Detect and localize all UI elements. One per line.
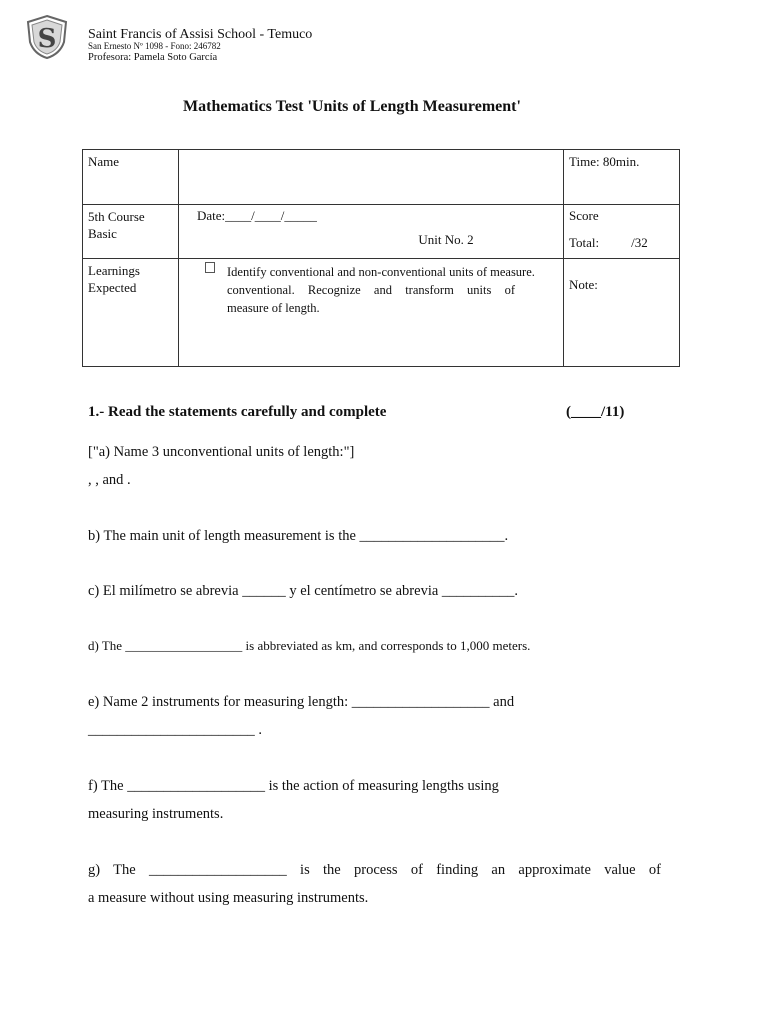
school-name: Saint Francis of Assisi School - Temuco xyxy=(88,27,313,42)
learnings-line-2: Expected xyxy=(88,280,137,295)
question-a-line-1: ["a) Name 3 unconventional units of length:"] xyxy=(88,444,355,460)
teacher-name: Profesora: Pamela Soto García xyxy=(88,52,218,63)
question-g-line-2: a measure without using measuring instruments. xyxy=(88,890,369,906)
name-label: Name xyxy=(88,154,120,169)
question-f-line-2: measuring instruments. xyxy=(88,806,224,822)
total-label: Total: xyxy=(569,235,600,250)
section-1-score: (____/11) xyxy=(566,404,625,420)
course-line-2: Basic xyxy=(88,226,117,241)
question-d: d) The __________________ is abbreviated as km, and corresponds to 1,000 meters. xyxy=(88,638,531,653)
page-title: Mathematics Test 'Units of Length Measurement' xyxy=(183,98,521,115)
learning-text-1: Identify conventional and non-conventional units of measure. xyxy=(227,265,535,279)
info-table xyxy=(82,149,680,367)
score-label: Score xyxy=(569,208,599,223)
name-field[interactable] xyxy=(179,150,564,205)
logo-letter: S xyxy=(37,24,57,54)
question-g-line-1: g) The ___________________ is the process of finding an approximate value of xyxy=(88,862,661,878)
question-c: c) El milímetro se abrevia ______ y el centímetro se abrevia __________. xyxy=(88,583,519,599)
section-1-heading: 1.- Read the statements carefully and complete xyxy=(88,404,387,420)
question-e-line-2: _______________________ . xyxy=(88,722,262,738)
question-f-line-1: f) The ___________________ is the action of measuring lengths using xyxy=(88,778,499,794)
course-line-1: 5th Course xyxy=(88,209,145,224)
question-b: b) The main unit of length measurement is the ____________________. xyxy=(88,528,509,544)
learnings-line-1: Learnings xyxy=(88,263,140,278)
question-e-line-1: e) Name 2 instruments for measuring length: ___________________ and xyxy=(88,694,515,710)
date-field[interactable]: Date:____/____/_____ xyxy=(197,208,317,223)
learning-text-2: conventional. Recognize and transform units of xyxy=(227,283,515,297)
school-address: San Ernesto Nº 1098 - Fono: 246782 xyxy=(88,41,221,51)
school-logo xyxy=(24,14,70,60)
time-label: Time: 80min. xyxy=(569,154,640,169)
unit-label: Unit No. 2 xyxy=(418,232,474,247)
checkbox-bullet-icon xyxy=(205,262,215,273)
question-a-line-2: , , and . xyxy=(88,472,131,488)
total-value: /32 xyxy=(631,235,648,250)
learning-text-3: measure of length. xyxy=(227,301,320,315)
note-label: Note: xyxy=(569,276,598,292)
